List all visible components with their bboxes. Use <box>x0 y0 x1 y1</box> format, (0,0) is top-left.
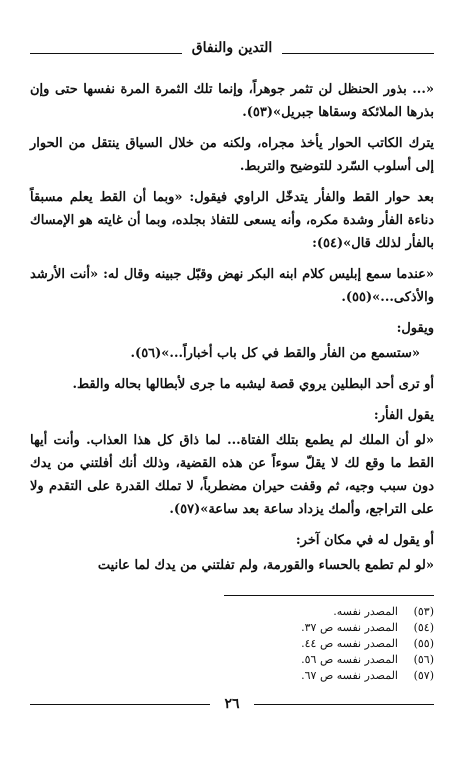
page-number: ٢٦ <box>224 696 240 712</box>
footnote-number: (٥٣) <box>413 605 434 618</box>
footnote-item <box>134 620 434 636</box>
paragraph-2: يترك الكاتب الحوار يأخذ مجراه، ولكنه من خلال السياق ينتقل من الحوار إلى أسلوب السّرد للتوضيح والتربط. <box>30 136 434 174</box>
paragraph-quote-1: «... بذور الحنظل لن تثمر جوهراً، وإنما تلك الثمرة المرة نفسها حتى وإن بذرها الملائكة وسقاها جبريل»(٥٣). <box>30 82 434 120</box>
paragraph-7: أو ترى أحد البطلين يروي قصة ليشبه ما جرى لأبطالها بحاله والقط. <box>72 377 434 392</box>
footnote-item <box>134 636 434 652</box>
footnote-item <box>134 604 434 620</box>
header-rule-right <box>282 53 434 54</box>
paragraph-5: ويقول: <box>396 321 434 336</box>
header-rule-left <box>30 53 182 54</box>
running-title: التدين والنفاق <box>191 40 273 56</box>
footnote-text: المصدر نفسه. <box>333 605 398 618</box>
paragraph-3: بعد حوار القط والفأر يتدخّل الراوي فيقول: «وبما أن القط يعلم مسبقاً دناءة الفأر وشدة مكره، وأنه يسعى للتفاذ بجلده، وبما أن غايته هو الإمساك بالفأر لذلك قال»(٥٤): <box>30 190 434 251</box>
footnote-item <box>134 668 434 684</box>
footnote-text: المصدر نفسه ص ٦٧. <box>301 669 398 682</box>
footnote-text: المصدر نفسه ص ٣٧. <box>301 621 398 634</box>
paragraph-quote-9: «لو أن الملك لم يطمع بتلك الفتاة... لما ذاق كل هذا العذاب. وأنت أيها القط ما وقع لك لا يقلّ سوءاً عن هذه القضية، وذلك أنك أفلتني من يدك دون سبب وجيه، ثم وقفت حيران مضطرباً، لا تملك القدرة على التقدم ولا على التراجع، وألمك يزداد ساعة بعد ساعة»(٥٧). <box>30 433 434 517</box>
footnote-number: (٥٦) <box>413 653 434 666</box>
running-header <box>30 36 434 60</box>
footer-rule-left <box>30 704 210 705</box>
footnote-number: (٥٥) <box>413 637 434 650</box>
footnotes <box>134 604 434 684</box>
footnote-item <box>134 652 434 668</box>
footnote-separator <box>224 595 434 596</box>
paragraph-quote-11: «لو لم تطمع بالحساء والقورمة، ولم تفلتني من يدك لما عانيت <box>97 558 434 573</box>
paragraph-8: يقول الفأر: <box>373 408 434 423</box>
footer-rule-right <box>254 704 434 705</box>
footnote-text: المصدر نفسه ص ٤٤. <box>301 637 398 650</box>
paragraph-10: أو يقول له في مكان آخر: <box>295 533 434 548</box>
footnote-number: (٥٤) <box>413 621 434 634</box>
footnote-number: (٥٧) <box>413 669 434 682</box>
footnote-text: المصدر نفسه ص ٥٦. <box>301 653 398 666</box>
paragraph-quote-4: «عندما سمع إبليس كلام ابنه البكر نهض وقبّل جبينه وقال له: «أنت الأرشد والأذكى...»(٥٥). <box>30 267 434 305</box>
paragraph-quote-6: «ستسمع من الفأر والقط في كل باب أخباراً...»(٥٦). <box>130 346 420 361</box>
page-footer <box>30 694 434 714</box>
main-text <box>30 78 434 585</box>
